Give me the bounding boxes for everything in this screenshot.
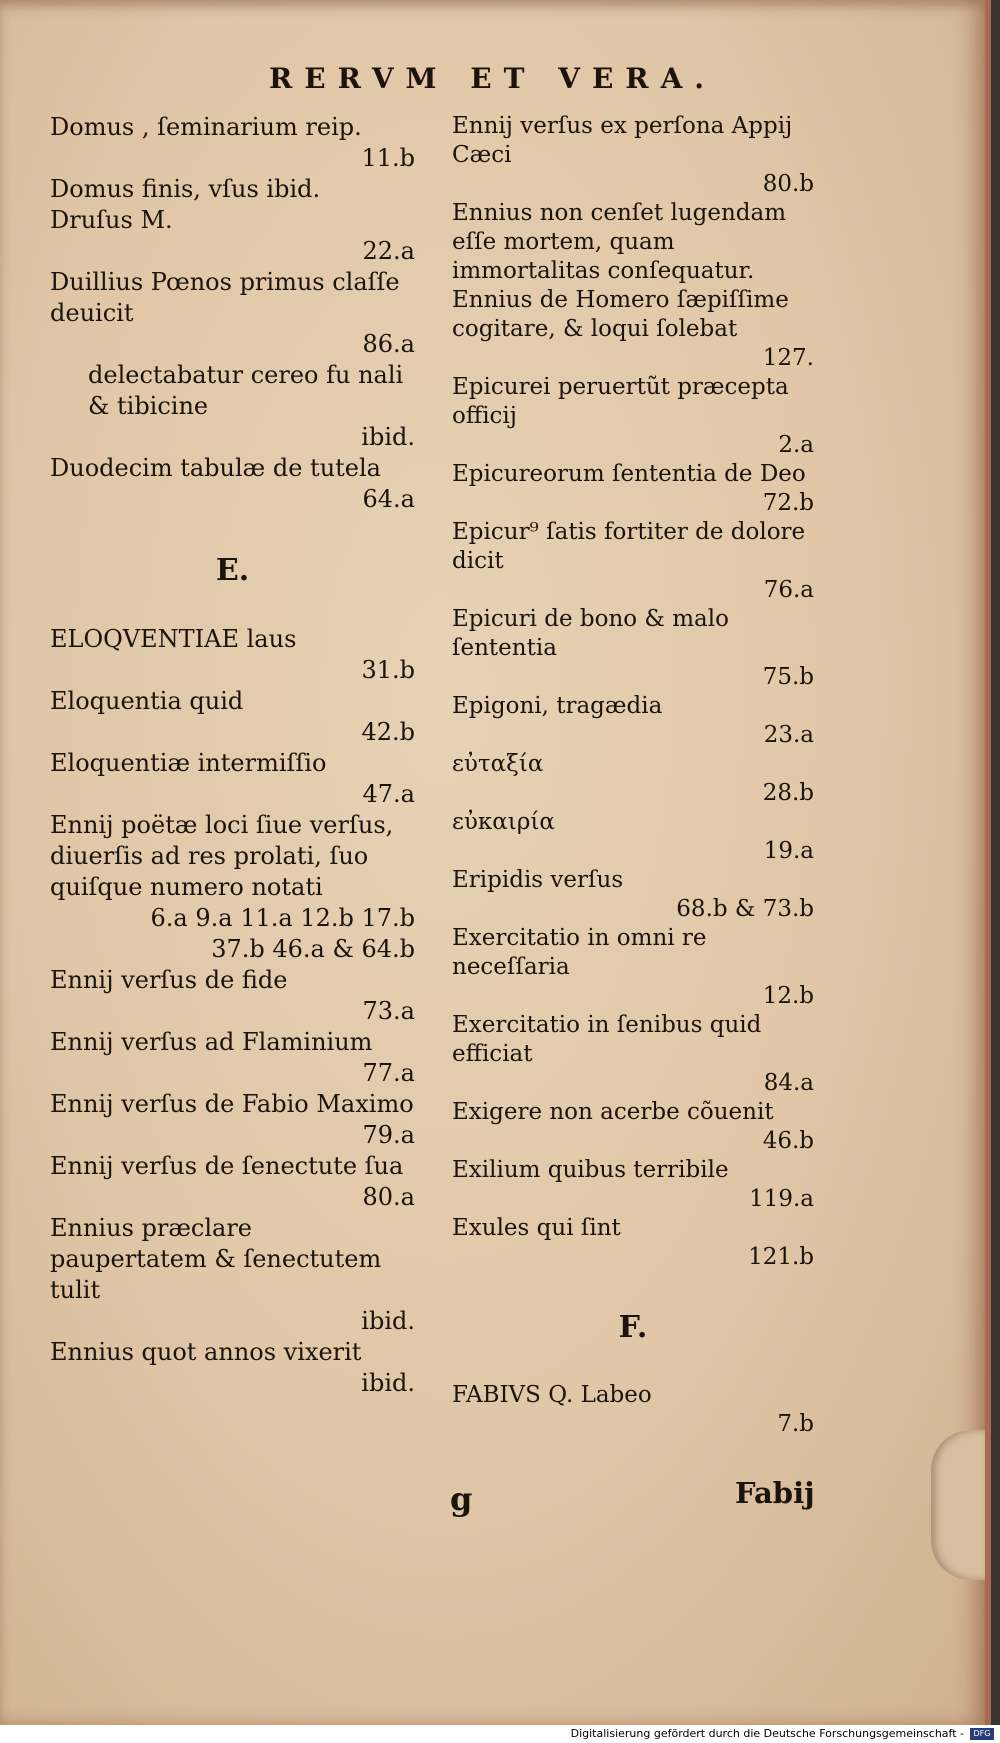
page-reference: 11.b (361, 144, 415, 172)
page-reference: 86.a (362, 330, 415, 358)
index-term: Ennius de Homero ſæpiſſime cogitare, & loqui ſolebat (452, 287, 789, 342)
page-reference: ibid. (361, 423, 415, 451)
index-term: Ennij verſus de fide (50, 966, 288, 994)
index-entry (452, 692, 814, 750)
index-term: Eripidis verſus (452, 867, 624, 893)
index-column-right (452, 112, 814, 1439)
page-reference: 73.a (362, 997, 415, 1025)
index-entry (50, 360, 415, 453)
index-entry (452, 1156, 814, 1214)
page-reference: 12.b (762, 983, 814, 1009)
index-entry (50, 686, 415, 748)
page-reference: ibid. (361, 1369, 415, 1397)
page-reference: 79.a (362, 1121, 415, 1149)
page-reference: 7.b (777, 1411, 814, 1437)
page-reference: 42.b (361, 718, 415, 746)
index-entry (452, 866, 814, 924)
signature-mark: g (450, 1480, 473, 1518)
index-term: Ennij verſus de Fabio Maximo (50, 1090, 414, 1118)
section-letter: F. (618, 1310, 648, 1345)
index-entry (50, 205, 415, 267)
index-entry (452, 199, 814, 286)
index-entry (452, 1011, 814, 1098)
footer-bar (0, 1725, 1000, 1743)
index-entry (452, 373, 814, 460)
page-reference: 2.a (778, 432, 814, 458)
index-entry (452, 924, 814, 1011)
page-edge-tab (931, 1430, 985, 1580)
page-reference: 28.b (762, 780, 814, 806)
index-term: delectabatur cereo fu nali & tibicine (88, 361, 404, 420)
index-term: Epicureorum ſententia de Deo (452, 461, 806, 487)
page-reference: 22.a (362, 237, 415, 265)
index-entry (50, 624, 415, 686)
page-reference: 127. (762, 345, 814, 371)
index-term: Duodecim tabulæ de tutela (50, 454, 381, 482)
index-term: Ennius non cenſet lugendam eſſe mortem, quam immortalitas conſequatur. (452, 200, 787, 284)
page-reference: 47.a (362, 780, 415, 808)
page-reference: 23.a (763, 722, 814, 748)
section-letter: E. (215, 553, 250, 588)
index-entry (50, 1151, 415, 1213)
index-entry (452, 112, 814, 199)
index-entry (452, 460, 814, 518)
page-reference: ibid. (361, 1307, 415, 1335)
index-entry (50, 1213, 415, 1337)
page-reference: 68.b & 73.b (676, 896, 814, 922)
page-reference: 64.a (362, 485, 415, 513)
index-term: Domus , ſeminarium reip. (50, 113, 362, 141)
index-term: Exigere non acerbe cõuenit (452, 1099, 774, 1125)
index-entry (50, 174, 415, 205)
index-entry (452, 750, 814, 808)
index-term: Ennij verſus ad Flaminium (50, 1028, 373, 1056)
page-reference: 75.b (762, 664, 814, 690)
footer-text: Digitalisierung gefördert durch die Deutsche Forschungsgemeinschaft - (570, 1727, 964, 1740)
index-term: Ennius quot annos vixerit (50, 1338, 362, 1366)
index-term: Epicuri de bono & malo ſententia (452, 606, 729, 661)
page-reference: 84.a (763, 1070, 814, 1096)
index-entry (50, 453, 415, 515)
index-entry (452, 605, 814, 692)
page-reference: 121.b (748, 1244, 814, 1270)
page-reference: 80.a (362, 1183, 415, 1211)
index-term: Domus finis, vſus ibid. (50, 175, 321, 203)
index-term: Duillius Pœnos primus claſſe deuicit (50, 268, 400, 327)
index-term: Eloquentiæ intermiſſio (50, 749, 327, 777)
index-entry (50, 810, 415, 965)
page-reference: 77.a (362, 1059, 415, 1087)
index-term: Ennij verſus de ſenectute ſua (50, 1152, 404, 1180)
page-reference: 72.b (762, 490, 814, 516)
page-reference: 76.a (763, 577, 814, 603)
index-entry (50, 748, 415, 810)
running-header: RERVM ET VERA. (268, 62, 717, 95)
index-column-left (50, 112, 415, 1399)
index-entry (452, 1098, 814, 1156)
index-term: FABIVS Q. Labeo (452, 1382, 652, 1408)
page-reference: 46.b (762, 1128, 814, 1154)
index-term: ELOQVENTIAE laus (50, 625, 297, 653)
index-term: Exilium quibus terribile (452, 1157, 729, 1183)
index-entry (50, 267, 415, 360)
index-term: Exercitatio in ſenibus quid efficiat (452, 1012, 762, 1067)
index-entry (50, 1337, 415, 1399)
index-term: Eloquentia quid (50, 687, 244, 715)
index-entry (50, 1089, 415, 1151)
index-entry (452, 1214, 814, 1272)
index-term: Epigoni, tragædia (452, 693, 663, 719)
catchword: Fabij (735, 1476, 815, 1510)
index-entry (452, 1381, 814, 1439)
index-term: εὐκαιρία (452, 809, 555, 835)
page-reference: 80.b (762, 171, 814, 197)
index-entry (452, 286, 814, 373)
index-term: Ennij verſus ex perſona Appij Cæci (452, 113, 793, 168)
dfg-logo: DFG (970, 1728, 994, 1740)
index-entry (452, 808, 814, 866)
page-reference: 119.a (749, 1186, 814, 1212)
index-term: Exules qui ſint (452, 1215, 621, 1241)
index-entry (50, 112, 415, 174)
index-term: εὐταξία (452, 751, 544, 777)
page-reference: 31.b (361, 656, 415, 684)
page-reference: 6.a 9.a 11.a 12.b 17.b 37.b 46.a & 64.b (150, 904, 415, 963)
index-entry (50, 965, 415, 1027)
page-reference: 19.a (763, 838, 814, 864)
index-entry (50, 1027, 415, 1089)
index-term: Druſus M. (50, 206, 173, 234)
index-term: Epicur⁹ ſatis fortiter de dolore dicit (452, 519, 806, 574)
index-term: Exercitatio in omni re neceſſaria (452, 925, 707, 980)
index-term: Ennij poëtæ loci ſiue verſus, diuerſis ad res prolati, ſuo quiſque numero notati (50, 811, 394, 901)
index-term: Epicurei peruertũt præcepta officij (452, 374, 789, 429)
index-entry (452, 518, 814, 605)
index-term: Ennius præclare paupertatem & ſenectutem tulit (50, 1214, 382, 1304)
